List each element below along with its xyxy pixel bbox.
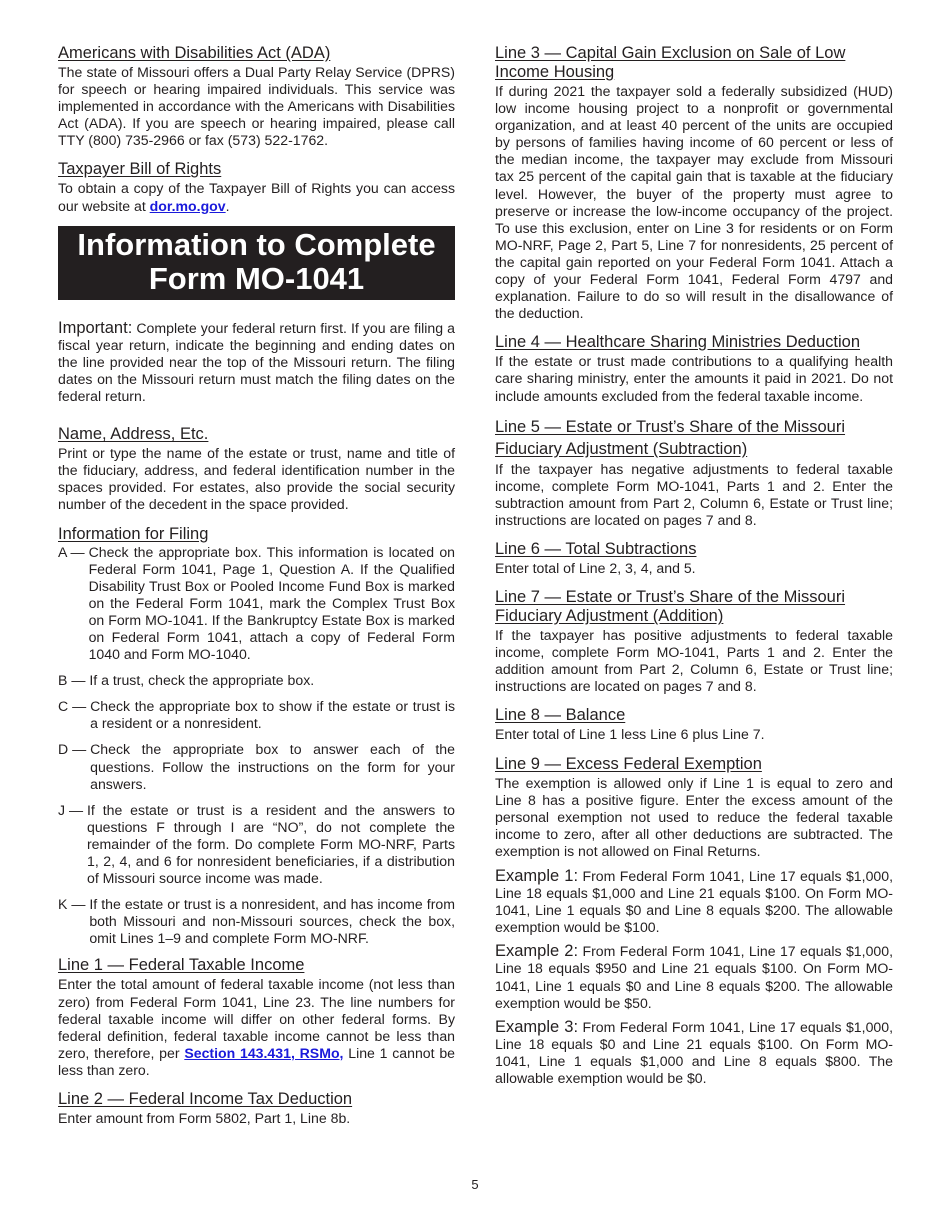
line3-body: If during 2021 the taxpayer sold a federally subsidized (HUD) low income housing project to a nonprofit or governmental organization, and at least 40 percent of the units are occupied by persons of families having income of 60 percent or less of the median income, the taxpayer may exclude from Missouri tax 25 percent of the capital gain that is taxable at the fiduciary level. However, the buyer of the property must agree to preserve or increase the low-income occupancy of the project. To use this exclusion, enter on Line 3 for residents or on Form MO-NRF, Page 2, Part 5, Line 7 for nonresidents, 25 percent of the capital gain reported on your Federal Form 1041. Attach a copy of your Federal Form 1041, Federal Form 4797 and explanation. Failure to do so will result in the disallowance of the deduction. bbox=[495, 83, 893, 322]
line8-section bbox=[495, 706, 893, 743]
line6-section bbox=[495, 540, 893, 577]
section-banner bbox=[58, 226, 455, 300]
filing-heading: Information for Filing bbox=[58, 524, 209, 543]
name-address-heading: Name, Address, Etc. bbox=[58, 425, 209, 444]
filing-item-a: A — Check the appropriate box. This information is located on Federal Form 1041, Page 1, Question A. If the Qualified Disability Trust Box or Pooled Income Fund Box is marked on the Federal Form 1041, mark the Complex Trust Box on Form MO-1041. If the Bankruptcy Estate Box is marked on Federal Form 1041, attach a copy of Federal Form 1040 and Form MO-1040. bbox=[58, 543, 455, 663]
bill-of-rights-body: To obtain a copy of the Taxpayer Bill of Rights you can access our website at dor.mo.gov. bbox=[58, 180, 455, 214]
name-address-section bbox=[58, 425, 455, 513]
filing-item-j: J — If the estate or trust is a resident and the answers to questions F through I are “NO”, do not complete the remainder of the form. Do complete Form MO-NRF, Parts 1, 2, 4, and 6 for nonresident beneficiaries, if a distribution of Missouri source income was made. bbox=[58, 801, 455, 887]
line9-body: The exemption is allowed only if Line 1 is equal to zero and Line 8 has a positive figure. Enter the excess amount of the personal exemption not used to reduce the federal taxable income to zero, after all other deductions are subtracted. The exemption is not allowed on Final Returns. bbox=[495, 774, 893, 859]
right-column bbox=[495, 44, 893, 1098]
dor-website-link[interactable]: dor.mo.gov bbox=[149, 197, 226, 214]
filing-item-c: C — Check the appropriate box to show if the estate or trust is a resident or a nonresident. bbox=[58, 698, 455, 732]
line9-section bbox=[495, 755, 893, 860]
ada-body: The state of Missouri offers a Dual Party Relay Service (DPRS) for speech or hearing impaired individuals. This service was implemented in accordance with the Americans with Disabilities Act (ADA). If you are speech or hearing impaired, please call TTY (800) 735-2966 or fax (573) 522-1762. bbox=[58, 64, 455, 149]
ada-heading: Americans with Disabilities Act (ADA) bbox=[58, 44, 331, 62]
filing-item-k: K — If the estate or trust is a nonresident, and has income from both Missouri and non-Missouri sources, check the box, omit Lines 1–9 and complete Form MO-NRF. bbox=[58, 896, 455, 947]
line4-body: If the estate or trust made contributions to a qualifying health care sharing ministry, enter the amounts it paid in 2021. Do not include amounts excluded from the federal taxable income. bbox=[495, 353, 893, 404]
line1-heading: Line 1 — Federal Taxable Income bbox=[58, 956, 305, 975]
line8-heading: Line 8 — Balance bbox=[495, 706, 626, 725]
line3-section bbox=[495, 44, 893, 322]
line2-section bbox=[58, 1090, 455, 1127]
banner-line-2: Form MO-1041 bbox=[148, 260, 365, 296]
ada-section bbox=[58, 44, 455, 149]
line6-body: Enter total of Line 2, 3, 4, and 5. bbox=[495, 559, 696, 576]
line7-heading: Line 7 — Estate or Trust’s Share of the Missouri Fiduciary Adjustment (Addition) bbox=[495, 588, 846, 626]
line1-section bbox=[58, 956, 455, 1079]
line5-section bbox=[495, 416, 893, 529]
left-column bbox=[58, 44, 455, 1138]
line5-heading: Line 5 — Estate or Trust’s Share of the Missouri Fiduciary Adjustment (Subtraction) bbox=[495, 417, 846, 458]
line6-heading: Line 6 — Total Subtractions bbox=[495, 539, 697, 558]
important-lead: Important: bbox=[58, 318, 133, 337]
line4-heading: Line 4 — Healthcare Sharing Ministries Deduction bbox=[495, 333, 861, 352]
important-section bbox=[58, 320, 455, 405]
example-2: Example 2: From Federal Form 1041, Line 17 equals $1,000, Line 18 equals $950 and Line 21 equals $100. On Form MO-1041, Line 1 equals $0 and Line 8 equals $200. The allowable exemption would be $50. bbox=[495, 942, 893, 1011]
filing-item-b: B — If a trust, check the appropriate box. bbox=[58, 672, 315, 689]
bill-of-rights-heading: Taxpayer Bill of Rights bbox=[58, 160, 222, 179]
line3-heading: Line 3 — Capital Gain Exclusion on Sale of Low Income Housing bbox=[495, 44, 846, 81]
name-address-body: Print or type the name of the estate or trust, name and title of the fiduciary, address, and federal identification number in the spaces provided. For estates, also provide the social security number of the decedent in the space provided. bbox=[58, 445, 455, 513]
filing-section bbox=[58, 525, 455, 948]
line5-body: If the taxpayer has negative adjustments to federal taxable income, complete Form MO-1041, Parts 1 and 2. Enter the subtraction amount from Part 2, Column 6, Estate or Trust line; instructions are located on pages 7 and 8. bbox=[495, 460, 893, 528]
example-1: Example 1: From Federal Form 1041, Line 17 equals $1,000, Line 18 equals $1,000 and Line 21 equals $100. On Form MO-1041, Line 1 equals $0 and Line 8 equals $200. The allowable exemption would be $100. bbox=[495, 867, 893, 936]
line7-section bbox=[495, 588, 893, 695]
example-3: Example 3: From Federal Form 1041, Line 17 equals $1,000, Line 18 equals $0 and Line 21 equals $100. On Form MO-1041, Line 1 equals $1,000 and Line 8 equals $800. The allowable exemption would be $0. bbox=[495, 1017, 893, 1087]
page-number: 5 bbox=[471, 1177, 479, 1192]
section-143-431-link[interactable]: Section 143.431, RSMo, bbox=[184, 1044, 344, 1061]
line2-heading: Line 2 — Federal Income Tax Deduction bbox=[58, 1090, 353, 1109]
line4-section bbox=[495, 333, 893, 404]
line1-body: Enter the total amount of federal taxable income (not less than zero) from Federal Form 1041, Line 23. The line numbers for federal taxable income will differ on other federal forms. By federal definition, federal taxable income cannot be less than zero, therefore, per Section 143.431, RSMo, Line 1 cannot be less than zero. bbox=[58, 976, 455, 1078]
line9-heading: Line 9 — Excess Federal Exemption bbox=[495, 754, 762, 773]
banner-line-1: Information to Complete bbox=[77, 226, 436, 262]
filing-item-d: D — Check the appropriate box to answer each of the questions. Follow the instructions on the form for your answers. bbox=[58, 741, 455, 792]
bill-of-rights-section bbox=[58, 160, 455, 214]
important-body: Important: Complete your federal return first. If you are filing a fiscal year return, indicate the beginning and ending dates on the line provided near the top of the Missouri return. The filing dates on the Missouri return must match the filing dates on the federal return. bbox=[58, 318, 455, 405]
line7-body: If the taxpayer has positive adjustments to federal taxable income, complete Form MO-1041, Parts 1 and 2. Enter the addition amount from Part 2, Column 6, Estate or Trust line; instructions are located on pages 7 and 8. bbox=[495, 627, 893, 695]
line2-body: Enter amount from Form 5802, Part 1, Line 8b. bbox=[58, 1110, 351, 1127]
line8-body: Enter total of Line 1 less Line 6 plus Line 7. bbox=[495, 726, 765, 743]
